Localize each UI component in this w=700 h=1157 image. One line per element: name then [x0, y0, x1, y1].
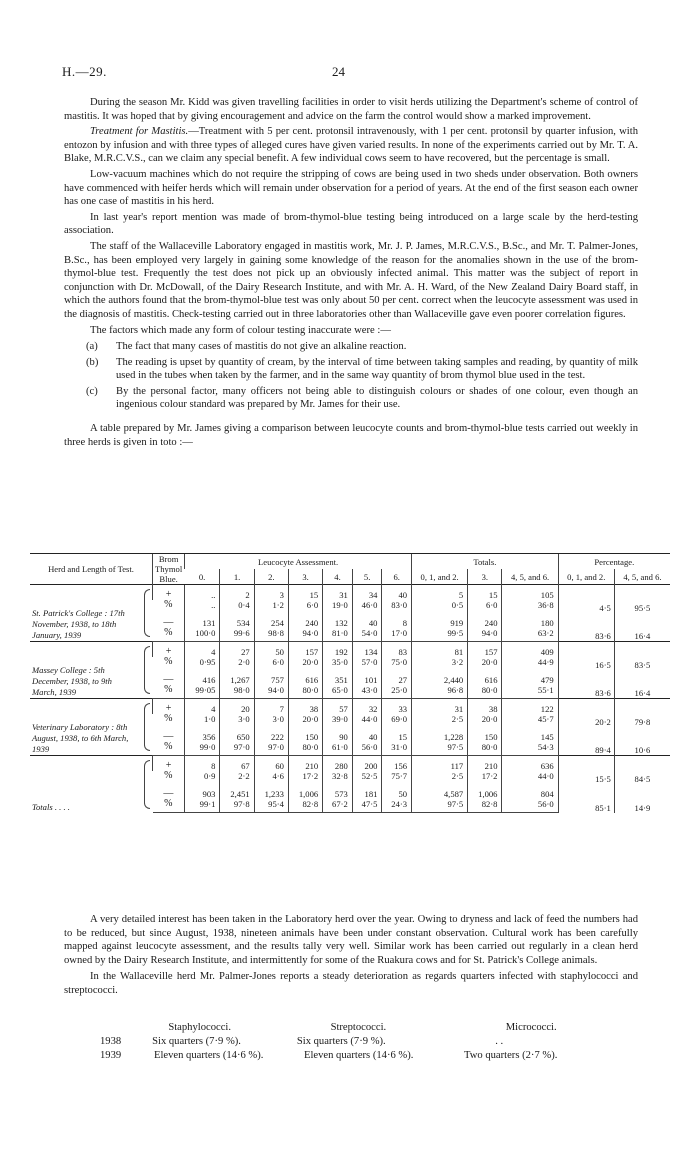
- leucocyte-cell: 534: [220, 613, 254, 628]
- leucocyte-cell: 61·0: [323, 742, 353, 756]
- factor-list: [64, 340, 638, 412]
- leucocyte-cell: 57·0: [352, 657, 382, 670]
- leucocyte-cell: 17·0: [382, 628, 412, 642]
- organism-header: Staphylococci.: [168, 1022, 231, 1033]
- col-header-percentage: 4, 5, and 6.: [614, 569, 670, 585]
- col-header-leucocyte: 6.: [382, 569, 412, 585]
- leucocyte-cell: 47·5: [352, 799, 382, 813]
- leucocyte-cell: 101: [352, 670, 382, 685]
- totals-cell: 150: [468, 727, 502, 742]
- percentage-cell: 83·5: [614, 642, 670, 671]
- page-number: 24: [332, 64, 345, 79]
- leucocyte-cell: 8: [382, 613, 412, 628]
- table-row: [30, 699, 670, 715]
- leucocyte-cell: 98·8: [254, 628, 288, 642]
- leucocyte-cell: 4: [185, 699, 220, 715]
- leucocyte-cell: 181: [352, 784, 382, 799]
- totals-cell: 80·0: [468, 742, 502, 756]
- leucocyte-cell: 4: [185, 642, 220, 658]
- leucocyte-cell: 157: [288, 642, 322, 658]
- leucocyte-cell: 416: [185, 670, 220, 685]
- leucocyte-cell: 52·5: [352, 771, 382, 784]
- leucocyte-cell: 99·0: [185, 742, 220, 756]
- totals-cell: 180: [502, 613, 558, 628]
- paragraph: A very detailed interest has been taken in the Laboratory herd over the year. Owing to dryness and lack of feed the numbers had to be reduced, but since August, 1938, nineteen animals have been under constant observation. Cultural work has been carefully mapped against leucocyte assessment, and the results tally very well. Similar work has been carried out regularly in a clean herd owned by the Dairy Research Institute, and intermittently for some of the Ruakura cows and for St. Patrick's College animals.: [64, 914, 638, 966]
- leucocyte-cell: 69·0: [382, 714, 412, 727]
- totals-cell: 4,587: [412, 784, 468, 799]
- leucocyte-cell: 57: [323, 699, 353, 715]
- totals-cell: 122: [502, 699, 558, 715]
- brom-symbol: %: [153, 685, 185, 699]
- totals-cell: 210: [468, 756, 502, 772]
- leucocyte-cell: 83·0: [382, 600, 412, 613]
- totals-cell: 2,440: [412, 670, 468, 685]
- brom-symbol: %: [164, 770, 173, 781]
- col-header-leucocyte: 4.: [323, 569, 353, 585]
- leucocyte-cell: 33: [382, 699, 412, 715]
- organism-header-row: [100, 1021, 640, 1035]
- organism-year: 1938: [100, 1036, 122, 1047]
- totals-cell: 3·2: [412, 657, 468, 670]
- percentage-cell: 16·5: [558, 642, 614, 671]
- leucocyte-cell: 39·0: [323, 714, 353, 727]
- leucocyte-cell: 131: [185, 613, 220, 628]
- totals-cell: 54·3: [502, 742, 558, 756]
- leucocyte-cell: ..: [185, 585, 220, 601]
- leucocyte-cell: 903: [185, 784, 220, 799]
- leucocyte-cell: 94·0: [254, 685, 288, 699]
- totals-cell: 82·8: [468, 799, 502, 813]
- group-header-percentage: Percentage.: [558, 554, 670, 570]
- totals-cell: 479: [502, 670, 558, 685]
- leucocyte-cell: 17·2: [288, 771, 322, 784]
- brom-symbol: +: [153, 585, 185, 601]
- leucocyte-cell: 32·8: [323, 771, 353, 784]
- percentage-cell: 79·8: [614, 699, 670, 728]
- totals-cell: 0·5: [412, 600, 468, 613]
- leucocyte-table: [30, 553, 670, 813]
- leucocyte-cell: 1,006: [288, 784, 322, 799]
- leucocyte-cell: 43·0: [352, 685, 382, 699]
- leucocyte-cell: 99·6: [220, 628, 254, 642]
- percentage-cell: 95·5: [614, 585, 670, 614]
- leucocyte-cell: 100·0: [185, 628, 220, 642]
- leucocyte-cell: 0·95: [185, 657, 220, 670]
- brom-symbol: %: [153, 742, 185, 756]
- percentage-cell: 83·6: [558, 670, 614, 699]
- herd-label: Veterinary Laboratory : 8th August, 1938, to 6th March, 1939: [30, 699, 153, 756]
- list-item: [64, 385, 638, 412]
- totals-cell: 804: [502, 784, 558, 799]
- leucocyte-cell: 351: [323, 670, 353, 685]
- herd-label: St. Patrick's College : 17th November, 1938, to 18th January, 1939: [30, 585, 153, 642]
- table-row: [30, 756, 670, 772]
- percentage-cell: 16·4: [614, 613, 670, 642]
- list-text: By the personal factor, many officers not being able to distinguish colours or shades of one colour, even though an ingenious colour standard was prepared by Mr. James for their use.: [116, 385, 638, 411]
- brom-symbol: —: [163, 674, 174, 685]
- leucocyte-cell: 83: [382, 642, 412, 658]
- paragraph: The staff of the Wallaceville Laboratory engaged in mastitis work, Mr. J. P. James, M.R.C.V.S., B.Sc., and Mr. T. Palmer-Jones, B.Sc., has been employed very largely in gaining some knowledge of the reason for the anomalies shown in the use of the brom-thymol-blue test. Frequently the test does not pick up an obviously infected animal. This matter was the subject of report in conjunction with Dr. McDowall, of the Dairy Research Institute, and with Mr. A. H. Ward, of the New Zealand Dairy Board staff, in which the authors found that the brom-thymol-blue test was only about 50 per cent. correct when the leucocyte assessment was used in the diagnosis of mastitis. Check-testing carried out in three laboratories other than Wallaceville gave even poorer correlation figures.: [64, 240, 638, 320]
- totals-cell: 38: [468, 699, 502, 715]
- totals-cell: 636: [502, 756, 558, 772]
- leucocyte-cell: 94·0: [288, 628, 322, 642]
- paragraph: In the Wallaceville herd Mr. Palmer-Jones reports a steady deterioration as regards quarters infected with staphylococci and streptococci.: [64, 971, 638, 996]
- leucocyte-cell: 25·0: [382, 685, 412, 699]
- totals-cell: 44·9: [502, 657, 558, 670]
- leucocyte-cell: 50: [254, 642, 288, 658]
- leucocyte-cell: 38: [288, 699, 322, 715]
- totals-cell: 6·0: [468, 600, 502, 613]
- leucocyte-cell: 210: [288, 756, 322, 772]
- totals-cell: 99·5: [412, 628, 468, 642]
- percentage-cell: 15·5: [558, 756, 614, 785]
- brom-symbol: %: [164, 713, 173, 724]
- leucocyte-cell: 20·0: [288, 714, 322, 727]
- totals-cell: 20·0: [468, 657, 502, 670]
- percentage-cell: 83·6: [558, 613, 614, 642]
- leucocyte-cell: 20·0: [288, 657, 322, 670]
- percentage-cell: 20·2: [558, 699, 614, 728]
- paragraph: During the season Mr. Kidd was given travelling facilities in order to visit herds utilizing the Department's scheme of control of mastitis. It was hoped that by giving encouragement and advice on the farm the control would show a marked improvement.: [64, 97, 638, 122]
- totals-cell: 55·1: [502, 685, 558, 699]
- totals-cell: 17·2: [468, 771, 502, 784]
- leucocyte-cell: 15: [288, 585, 322, 601]
- organism-cell: . .: [495, 1036, 504, 1047]
- totals-cell: 240: [468, 613, 502, 628]
- table-row: [30, 642, 670, 658]
- totals-cell: 44·0: [502, 771, 558, 784]
- col-header-leucocyte: 3.: [288, 569, 322, 585]
- leucocyte-cell: 46·0: [352, 600, 382, 613]
- list-label: (a): [86, 341, 98, 353]
- body-text-top: [64, 96, 638, 449]
- body-text-bottom: [64, 913, 638, 998]
- col-header-percentage: 0, 1, and 2.: [558, 569, 614, 585]
- leucocyte-cell: 20: [220, 699, 254, 715]
- col-header-leucocyte: 1.: [220, 569, 254, 585]
- leucocyte-cell: 2,451: [220, 784, 254, 799]
- leucocyte-cell: 40: [352, 727, 382, 742]
- col-header-totals: 4, 5, and 6.: [502, 569, 558, 585]
- leucocyte-cell: 80·0: [288, 685, 322, 699]
- percentage-cell: 4·5: [558, 585, 614, 614]
- totals-cell: 36·8: [502, 600, 558, 613]
- table-row: [30, 585, 670, 601]
- leucocyte-cell: 27: [220, 642, 254, 658]
- leucocyte-cell: 757: [254, 670, 288, 685]
- leucocyte-cell: 3: [254, 585, 288, 601]
- leucocyte-cell: 24·3: [382, 799, 412, 813]
- leucocyte-cell: 75·0: [382, 657, 412, 670]
- leucocyte-cell: 240: [288, 613, 322, 628]
- leucocyte-cell: 34: [352, 585, 382, 601]
- leucocyte-cell: 356: [185, 727, 220, 742]
- leucocyte-cell: 67: [220, 756, 254, 772]
- leucocyte-cell: 280: [323, 756, 353, 772]
- leucocyte-cell: 222: [254, 727, 288, 742]
- leucocyte-cell: 40: [382, 585, 412, 601]
- totals-cell: 63·2: [502, 628, 558, 642]
- totals-cell: 1,228: [412, 727, 468, 742]
- leucocyte-cell: 134: [352, 642, 382, 658]
- totals-cell: 94·0: [468, 628, 502, 642]
- totals-cell: 97·5: [412, 799, 468, 813]
- list-item: [64, 356, 638, 383]
- leucocyte-cell: 60: [254, 756, 288, 772]
- totals-cell: 5: [412, 585, 468, 601]
- group-header-leucocyte: Leucocyte Assessment.: [185, 554, 412, 570]
- leucocyte-cell: 15: [382, 727, 412, 742]
- col-header-leucocyte: 5.: [352, 569, 382, 585]
- group-header-totals: Totals.: [412, 554, 559, 570]
- brom-symbol: %: [164, 656, 173, 667]
- leucocyte-cell: ..: [185, 600, 220, 613]
- col-header-herd: Herd and Length of Test.: [30, 554, 153, 585]
- leucocyte-cell: 7: [254, 699, 288, 715]
- brom-symbol: +: [153, 642, 185, 658]
- leucocyte-cell: 0·9: [185, 771, 220, 784]
- leucocyte-cell: 132: [323, 613, 353, 628]
- leucocyte-cell: 32: [352, 699, 382, 715]
- treatment-dash: —: [188, 126, 199, 138]
- brom-symbol: +: [153, 756, 185, 772]
- totals-cell: 1,006: [468, 784, 502, 799]
- totals-cell: 105: [502, 585, 558, 601]
- organism-cell: Eleven quarters (14·6 %).: [304, 1050, 414, 1061]
- brom-symbol: %: [153, 799, 185, 813]
- paragraph: Low-vacuum machines which do not require the stripping of cows are being used in two sheds under observation. Both owners have commenced with heifer herds which will remain under observation for a period of years. At the end of the first season each owner has one case of mastitis in his herd.: [64, 168, 638, 208]
- leucocyte-cell: 573: [323, 784, 353, 799]
- leucocyte-cell: 54·0: [352, 628, 382, 642]
- leucocyte-cell: 44·0: [352, 714, 382, 727]
- leucocyte-cell: 82·8: [288, 799, 322, 813]
- totals-cell: 96·8: [412, 685, 468, 699]
- treatment-text: Treatment with 5 per cent. protonsil intravenously, with 1 per cent. protonsil by quarter infusion, with entozon by infusion and with three types of alleged cures have given varied results. In none of the experiments carried out by Mr. T. A. Blake, M.R.C.V.S., can we claim any special benefit. A few individual cows seem to have recovered, but the percentage is small.: [64, 126, 638, 165]
- totals-cell: 919: [412, 613, 468, 628]
- organism-row: [100, 1049, 640, 1063]
- leucocyte-cell: 19·0: [323, 600, 353, 613]
- brom-symbol: —: [163, 788, 174, 799]
- document-reference: H.—29.: [62, 64, 107, 79]
- leucocyte-cell: 90: [323, 727, 353, 742]
- leucocyte-cell: 200: [352, 756, 382, 772]
- leucocyte-cell: 95·4: [254, 799, 288, 813]
- totals-cell: 145: [502, 727, 558, 742]
- leucocyte-cell: 80·0: [288, 742, 322, 756]
- totals-cell: 117: [412, 756, 468, 772]
- totals-cell: 15: [468, 585, 502, 601]
- list-text: The fact that many cases of mastitis do not give an alkaline reaction.: [116, 341, 407, 353]
- percentage-cell: 14·9: [614, 784, 670, 813]
- treatment-heading: Treatment for Mastitis.: [90, 126, 189, 138]
- organism-header: Streptococci.: [330, 1022, 387, 1033]
- leucocyte-cell: 1·2: [254, 600, 288, 613]
- totals-cell: 157: [468, 642, 502, 658]
- percentage-cell: 85·1: [558, 784, 614, 813]
- brom-symbol: %: [164, 599, 173, 610]
- totals-cell: 81: [412, 642, 468, 658]
- leucocyte-cell: 35·0: [323, 657, 353, 670]
- organism-cell: Two quarters (2·7 %).: [464, 1050, 558, 1061]
- totals-cell: 2·5: [412, 714, 468, 727]
- leucocyte-cell: 156: [382, 756, 412, 772]
- leucocyte-cell: 98·0: [220, 685, 254, 699]
- col-header-leucocyte: 2.: [254, 569, 288, 585]
- leucocyte-cell: 56·0: [352, 742, 382, 756]
- leucocyte-cell: 1,267: [220, 670, 254, 685]
- leucocyte-cell: 99·1: [185, 799, 220, 813]
- percentage-cell: 16·4: [614, 670, 670, 699]
- leucocyte-cell: 81·0: [323, 628, 353, 642]
- organism-cell: Six quarters (7·9 %).: [152, 1036, 241, 1047]
- totals-cell: 409: [502, 642, 558, 658]
- leucocyte-cell: 97·0: [220, 742, 254, 756]
- brom-symbol: +: [153, 699, 185, 715]
- totals-cell: 80·0: [468, 685, 502, 699]
- list-label: (b): [86, 356, 99, 368]
- leucocyte-cell: 192: [323, 642, 353, 658]
- list-text: The reading is upset by quantity of cream, by the interval of time between taking samples and reading, by quantity of milk used in the tubes when taken by the farmer, and in the same way quantity of brom thymol blue used in the test.: [116, 356, 638, 382]
- organism-row: [100, 1035, 640, 1049]
- totals-cell: 56·0: [502, 799, 558, 813]
- list-label: (c): [86, 385, 98, 397]
- leucocyte-cell: 65·0: [323, 685, 353, 699]
- leucocyte-cell: 3·0: [254, 714, 288, 727]
- leucocyte-cell: 2·0: [220, 657, 254, 670]
- herd-label: Totals . . . .: [30, 756, 153, 813]
- totals-cell: 45·7: [502, 714, 558, 727]
- col-header-totals: 0, 1, and 2.: [412, 569, 468, 585]
- leucocyte-cell: 99·05: [185, 685, 220, 699]
- leucocyte-cell: 31: [323, 585, 353, 601]
- totals-cell: 31: [412, 699, 468, 715]
- leucocyte-cell: 3·0: [220, 714, 254, 727]
- leucocyte-cell: 67·2: [323, 799, 353, 813]
- leucocyte-cell: 650: [220, 727, 254, 742]
- leucocyte-cell: 75·7: [382, 771, 412, 784]
- percentage-cell: 89·4: [558, 727, 614, 756]
- organism-cell: Six quarters (7·9 %).: [296, 1036, 386, 1047]
- leucocyte-cell: 4·6: [254, 771, 288, 784]
- leucocyte-cell: 150: [288, 727, 322, 742]
- leucocyte-cell: 50: [382, 784, 412, 799]
- organism-cell: Eleven quarters (14·6 %).: [154, 1050, 264, 1061]
- leucocyte-cell: 97·8: [220, 799, 254, 813]
- leucocyte-cell: 6·0: [254, 657, 288, 670]
- brom-symbol: —: [163, 731, 174, 742]
- table-intro: A table prepared by Mr. James giving a comparison between leucocyte counts and brom-thymol-blue tests carried out weekly in three herds is given in toto :—: [64, 423, 638, 448]
- totals-cell: 2·5: [412, 771, 468, 784]
- col-header-leucocyte: 0.: [198, 571, 206, 582]
- leucocyte-cell: 2: [220, 585, 254, 601]
- percentage-cell: 84·5: [614, 756, 670, 785]
- leucocyte-cell: 31·0: [382, 742, 412, 756]
- leucocyte-cell: 0·4: [220, 600, 254, 613]
- leucocyte-cell: 616: [288, 670, 322, 685]
- leucocyte-cell: 2·2: [220, 771, 254, 784]
- leucocyte-cell: 254: [254, 613, 288, 628]
- col-header-brom: Brom Thymol Blue.: [153, 554, 185, 585]
- organism-table: [100, 1021, 640, 1063]
- col-header-totals: 3.: [468, 569, 502, 585]
- leucocyte-cell: 1·0: [185, 714, 220, 727]
- leucocyte-cell: 1,233: [254, 784, 288, 799]
- paragraph: In last year's report mention was made of brom-thymol-blue testing being introduced on a large scale by the herd-testing association.: [64, 211, 638, 237]
- leucocyte-cell: 27: [382, 670, 412, 685]
- leucocyte-cell: 6·0: [288, 600, 322, 613]
- percentage-cell: 10·6: [614, 727, 670, 756]
- totals-cell: 616: [468, 670, 502, 685]
- organism-year: 1939: [100, 1050, 122, 1061]
- leucocyte-cell: 8: [185, 756, 220, 772]
- leucocyte-cell: 97·0: [254, 742, 288, 756]
- brom-symbol: %: [153, 628, 185, 642]
- list-item: [64, 340, 638, 354]
- paragraph: The factors which made any form of colour testing inaccurate were :—: [90, 324, 391, 336]
- organism-header: Micrococci.: [505, 1022, 557, 1033]
- totals-cell: 20·0: [468, 714, 502, 727]
- leucocyte-cell: 40: [352, 613, 382, 628]
- herd-label: Massey College : 5th December, 1938, to 9th March, 1939: [30, 642, 153, 699]
- brom-symbol: —: [163, 617, 174, 628]
- paragraph-treatment: [64, 125, 638, 166]
- totals-cell: 97·5: [412, 742, 468, 756]
